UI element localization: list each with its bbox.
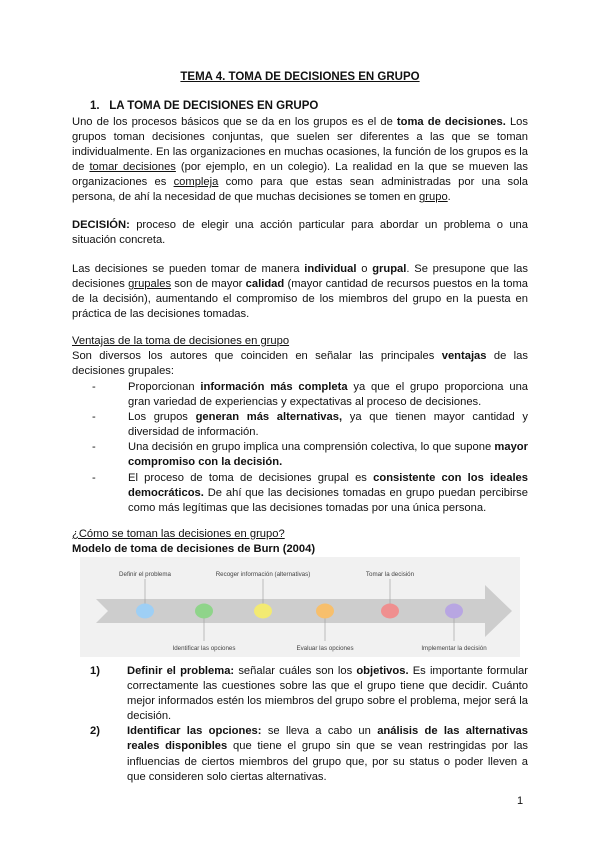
ventajas-list	[72, 380, 528, 516]
list-item: 2) Identificar las opciones: se lleva a cabo un análisis de las alternativas reales disponibles que tiene el grupo sin que se vean restringidas por las influencias de ciertos miembros del grupo que, por su status o poder lleven a que consideren solo ciertas alternativas.	[90, 725, 529, 783]
model-title: Modelo de toma de decisiones de Burn (2004)	[72, 543, 316, 555]
list-item: 1) Definir el problema: señalar cuáles son los objetivos. Es importante formular correctamente las cuestiones sobre las que el grupo tiene que decidir. Cuánto mejor informados estén los miembros del grupo sobre el problema, mejor será la decisión.	[90, 665, 528, 723]
diagram-bottom-label: Evaluar las opciones	[296, 645, 354, 652]
definition-paragraph: DECISIÓN: proceso de elegir una acción particular para abordar un problema o una situación concreta.	[72, 219, 528, 247]
diagram-top-label: Definir el problema	[119, 571, 171, 578]
como-question: ¿Cómo se toman las decisiones en grupo?	[72, 528, 285, 540]
diagram-bottom-label: Identificar las opciones	[172, 645, 236, 652]
section-heading	[90, 100, 318, 112]
ventajas-intro: Son diversos los autores que coinciden en señalar las principales ventajas de las decisiones grupales:	[72, 350, 528, 378]
page-title: TEMA 4. TOMA DE DECISIONES EN GRUPO	[180, 71, 420, 83]
step-marker	[254, 604, 272, 619]
section-heading-text: LA TOMA DE DECISIONES EN GRUPO	[109, 100, 319, 112]
decisions-paragraph: Las decisiones se pueden tomar de manera individual o grupal. Se presupone que las decisiones grupales son de mayor calidad (mayor cantidad de recursos puestos en la toma de la decisión), aumentando el compromiso de los miembros del grupo en la puesta en práctica de las decisiones tomadas.	[72, 263, 528, 321]
section-number: 1.	[90, 100, 100, 112]
page-number: 1	[517, 795, 524, 807]
list-item: - El proceso de toma de decisiones grupal es consistente con los ideales democráticos. De ahí que las decisiones tomadas en grupo puedan percibirse como más legítimas que las decisiones tomadas por una única persona.	[92, 471, 528, 516]
step-marker	[445, 604, 463, 619]
diagram-top-label: Recoger información (alternativas)	[215, 571, 311, 578]
list-item: - Una decisión en grupo implica una comprensión colectiva, lo que supone mayor compromiso con la decisión.	[92, 440, 528, 470]
steps-list-container	[72, 664, 528, 785]
intro-paragraph: Uno de los procesos básicos que se da en los grupos es el de toma de decisiones. Los grupos toman decisiones conjuntas, que suelen ser diferentes a las que se toman individualmente. En las organizaciones en muchas ocasiones, la función de los grupos es la de tomar decisiones (por ejemplo, en un colegio). La realidad en la que se mueven las organizaciones es compleja como para que estas sean administradas por una sola persona, de ahí la necesidad de que muchas decisiones se tomen en grupo.	[72, 116, 529, 204]
diagram-bottom-label: Implementar la decisión	[421, 645, 487, 652]
step-marker	[136, 604, 154, 619]
step-marker	[381, 604, 399, 619]
diagram-top-label: Tomar la decisión	[365, 571, 415, 578]
ventajas-list-container	[72, 380, 528, 516]
timeline-arrow-svg	[80, 557, 520, 657]
decision-model-diagram	[80, 557, 520, 657]
step-marker	[316, 604, 334, 619]
steps-list	[72, 664, 528, 785]
list-item: - Proporcionan información más completa ya que el grupo proporciona una gran variedad de experiencias y expectativas al proceso de decisiones.	[92, 380, 528, 410]
list-item: - Los grupos generan más alternativas, ya que tienen mayor cantidad y diversidad de información.	[92, 410, 528, 440]
step-marker	[195, 604, 213, 619]
ventajas-subheading: Ventajas de la toma de decisiones en grupo	[72, 335, 290, 347]
